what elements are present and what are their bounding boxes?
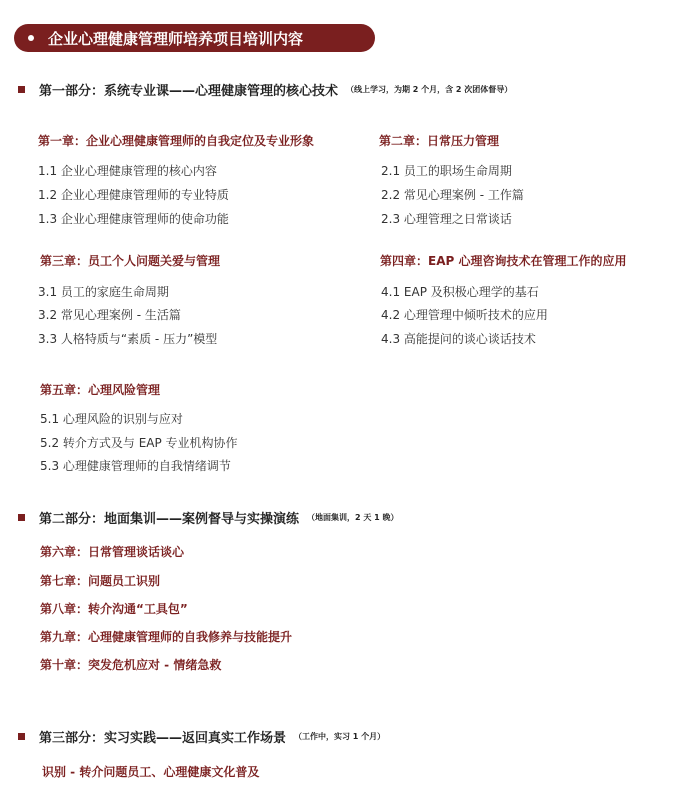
chapter1-item: 1.3 企业心理健康管理师的使命功能	[38, 212, 229, 226]
part3-note: （工作中，实习 1 个月）	[294, 732, 386, 741]
bullet-dot	[28, 35, 34, 41]
part2-title: 第二部分：地面集训——案例督导与实操演练	[39, 512, 300, 527]
chapter10-title: 第十章：突发危机应对 - 情绪急救	[40, 658, 222, 672]
chapter3-item: 3.3 人格特质与“素质 - 压力”模型	[38, 332, 218, 346]
chapter5-item: 5.2 转介方式及与 EAP 专业机构协作	[40, 436, 238, 450]
part3-header	[18, 727, 385, 746]
chapter1-title: 第一章：企业心理健康管理师的自我定位及专业形象	[38, 134, 315, 148]
square-bullet-icon	[18, 733, 25, 740]
part1-title: 第一部分：系统专业课——心理健康管理的核心技术	[39, 84, 339, 99]
part3-title: 第三部分：实习实践——返回真实工作场景	[39, 731, 287, 746]
chapter3-item: 3.1 员工的家庭生命周期	[38, 285, 169, 299]
part1-header	[18, 80, 512, 99]
chapter4-item: 4.3 高能提问的谈心谈话技术	[381, 332, 536, 346]
chapter4-item: 4.2 心理管理中倾听技术的应用	[381, 308, 548, 322]
part3-content: 识别 - 转介问题员工、心理健康文化普及	[42, 765, 260, 779]
part1-note: （线上学习，为期 2 个月，含 2 次团体督导）	[346, 85, 513, 94]
chapter4-title: 第四章：EAP 心理咨询技术在管理工作的应用	[380, 254, 627, 268]
chapter6-title: 第六章：日常管理谈话谈心	[40, 545, 185, 559]
chapter5-title: 第五章：心理风险管理	[40, 383, 161, 397]
chapter4-item: 4.1 EAP 及积极心理学的基石	[381, 285, 539, 299]
chapter1-item: 1.2 企业心理健康管理师的专业特质	[38, 188, 229, 202]
chapter2-item: 2.3 心理管理之日常谈话	[381, 212, 512, 226]
chapter5-item: 5.3 心理健康管理师的自我情绪调节	[40, 459, 231, 473]
page-title: 企业心理健康管理师培养项目培训内容	[48, 29, 304, 48]
chapter9-title: 第九章：心理健康管理师的自我修养与技能提升	[40, 630, 293, 644]
square-bullet-icon	[18, 86, 25, 93]
chapter3-item: 3.2 常见心理案例 - 生活篇	[38, 308, 181, 322]
chapter3-title: 第三章：员工个人问题关爱与管理	[40, 254, 221, 268]
chapter2-item: 2.1 员工的职场生命周期	[381, 164, 512, 178]
chapter2-item: 2.2 常见心理案例 - 工作篇	[381, 188, 524, 202]
part2-header	[18, 508, 399, 527]
chapter1-item: 1.1 企业心理健康管理的核心内容	[38, 164, 217, 178]
page-title-banner	[14, 24, 375, 52]
chapter8-title: 第八章：转介沟通“工具包”	[40, 602, 188, 616]
square-bullet-icon	[18, 514, 25, 521]
chapter5-item: 5.1 心理风险的识别与应对	[40, 412, 183, 426]
chapter7-title: 第七章：问题员工识别	[40, 574, 161, 588]
part2-note: （地面集训，2 天 1 晚）	[307, 513, 399, 522]
chapter2-title: 第二章：日常压力管理	[379, 134, 500, 148]
